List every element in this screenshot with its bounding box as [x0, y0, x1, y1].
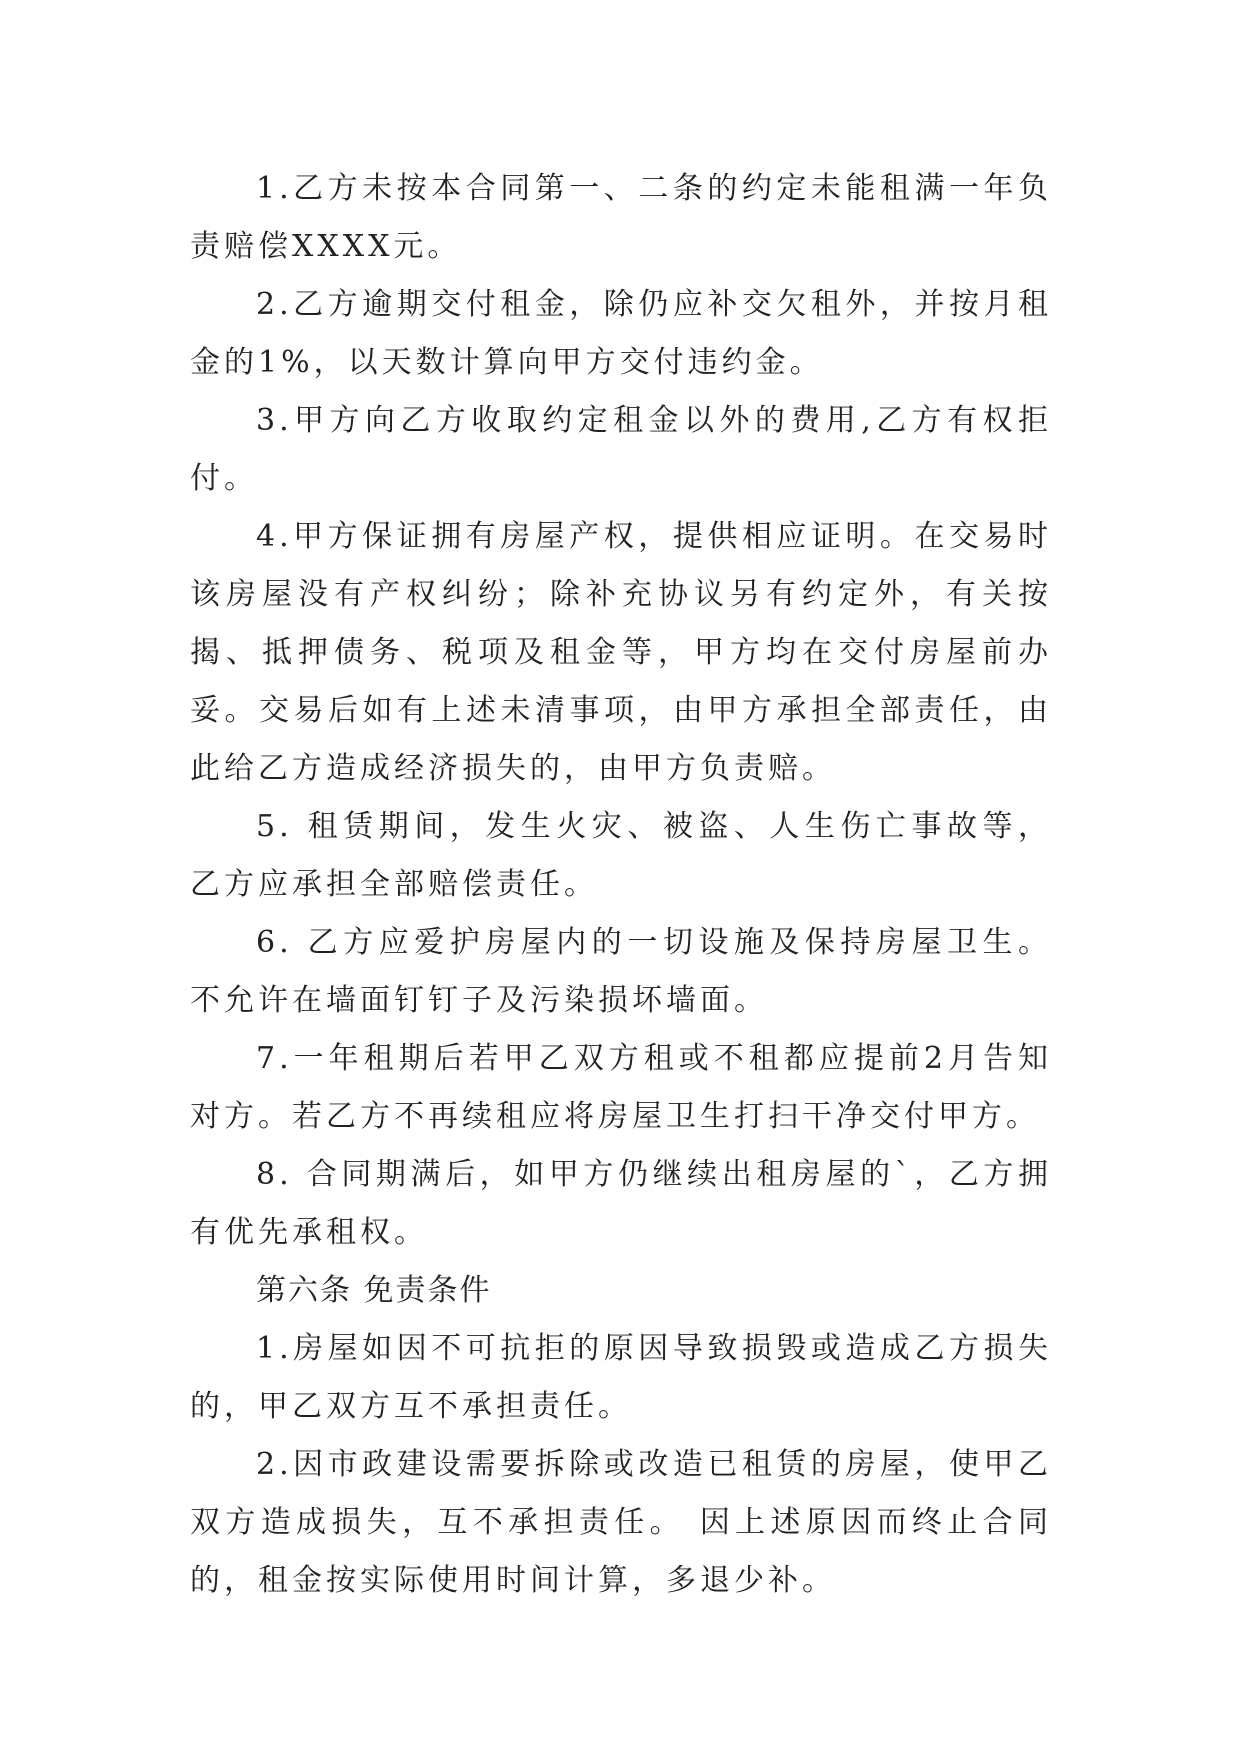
- clause-paragraph: 2.因市政建设需要拆除或改造已租赁的房屋，使甲乙双方造成损失，互不承担责任。 因上述原因而终止合同的，租金按实际使用时间计算，多退少补。: [190, 1447, 1052, 1598]
- section-heading: 第六条 免责条件: [256, 1273, 492, 1308]
- clause-paragraph: 2.乙方逾期交付租金，除仍应补交欠租外，并按月租金的1%，以天数计算向甲方交付违约金。: [190, 287, 1052, 380]
- clause-paragraph: 7.一年租期后若甲乙双方租或不租都应提前2月告知对方。若乙方不再续租应将房屋卫生打扫干净交付甲方。: [190, 1041, 1052, 1134]
- clause-paragraph: 4.甲方保证拥有房屋产权，提供相应证明。在交易时该房屋没有产权纠纷；除补充协议另有约定外，有关按揭、抵押债务、税项及租金等，甲方均在交付房屋前办妥。交易后如有上述未清事项，由甲方承担全部责任，由此给乙方造成经济损失的，由甲方负责赔。: [190, 519, 1052, 786]
- clause-paragraph: 5. 租赁期间，发生火灾、被盗、人生伤亡事故等，乙方应承担全部赔偿责任。: [190, 809, 1052, 902]
- clause-paragraph: 6. 乙方应爱护房屋内的一切设施及保持房屋卫生。不允许在墙面钉钉子及污染损坏墙面。: [190, 925, 1052, 1018]
- clause-paragraph: 8. 合同期满后，如甲方仍继续出租房屋的`，乙方拥有优先承租权。: [190, 1157, 1052, 1250]
- document-body: [190, 160, 1052, 1610]
- clause-paragraph: 1.房屋如因不可抗拒的原因导致损毁或造成乙方损失的，甲乙双方互不承担责任。: [190, 1331, 1052, 1424]
- clause-paragraph: 3.甲方向乙方收取约定租金以外的费用,乙方有权拒付。: [190, 403, 1052, 496]
- clause-paragraph: 1.乙方未按本合同第一、二条的约定未能租满一年负责赔偿XXXX元。: [190, 171, 1052, 264]
